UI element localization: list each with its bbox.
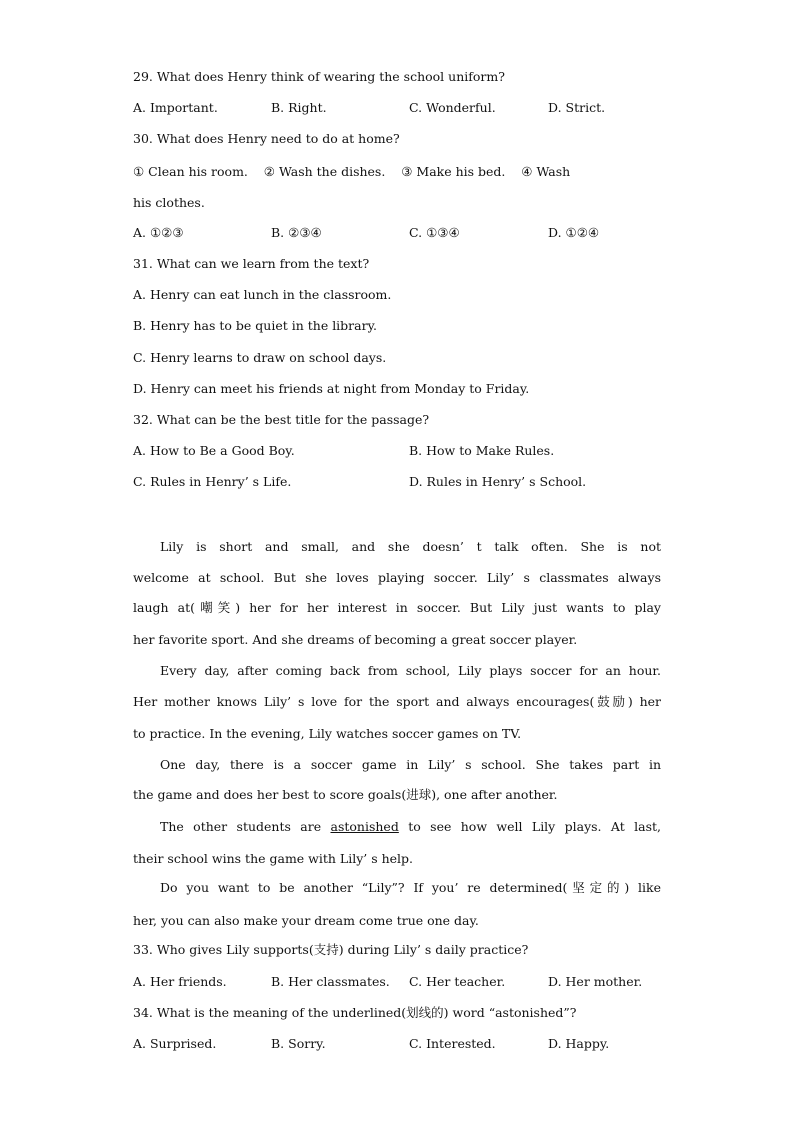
passage-p5-line-1: Do you want to be another “Lily”? If you’ re determined(坚定的) like: [160, 880, 661, 895]
underlined-word: astonished: [330, 819, 399, 834]
passage-p4-text-before: The other students are: [160, 819, 331, 834]
question-30-choices-line-2: his clothes.: [133, 195, 205, 210]
question-32-stem: 32. What can be the best title for the passage?: [133, 412, 430, 427]
question-30-option-c: C. ①③④: [409, 225, 460, 240]
passage-p4-text-after: to see how well Lily plays. At last,: [398, 819, 661, 834]
passage-p2-line-1: Every day, after coming back from school, Lily plays soccer for an hour.: [160, 663, 661, 678]
question-33-option-c: C. Her teacher.: [409, 974, 506, 989]
passage-p1-line-1: Lily is short and small, and she doesn’ t talk often. She is not: [160, 539, 661, 554]
question-31-stem: 31. What can we learn from the text?: [133, 256, 370, 271]
passage-p4-line-1: [160, 819, 661, 835]
question-34-stem: 34. What is the meaning of the underlined(划线的) word “astonished”?: [133, 1005, 577, 1020]
question-31-option-d: D. Henry can meet his friends at night from Monday to Friday.: [133, 381, 530, 396]
question-29-option-d: D. Strict.: [548, 100, 606, 115]
question-31-option-a: A. Henry can eat lunch in the classroom.: [133, 287, 392, 302]
passage-p3-line-1: One day, there is a soccer game in Lily’ s school. She takes part in: [160, 757, 661, 772]
question-32-option-c: C. Rules in Henry’ s Life.: [133, 474, 292, 489]
question-29-option-c: C. Wonderful.: [409, 100, 496, 115]
passage-p3-line-2: the game and does her best to score goals(进球), one after another.: [133, 787, 558, 802]
passage-p2-line-3: to practice. In the evening, Lily watches soccer games on TV.: [133, 726, 522, 741]
passage-p5-line-2: her, you can also make your dream come true one day.: [133, 913, 479, 928]
question-31-option-c: C. Henry learns to draw on school days.: [133, 350, 387, 365]
passage-p1-line-2: welcome at school. But she loves playing soccer. Lily’ s classmates always: [133, 570, 661, 585]
question-30-option-a: A. ①②③: [133, 225, 184, 240]
passage-p4-line-2: their school wins the game with Lily’ s help.: [133, 851, 414, 866]
question-30-option-b: B. ②③④: [271, 225, 322, 240]
passage-p2-line-2: Her mother knows Lily’ s love for the sport and always encourages(鼓励) her: [133, 694, 661, 709]
question-34-option-c: C. Interested.: [409, 1036, 496, 1051]
question-34-option-a: A. Surprised.: [133, 1036, 217, 1051]
question-32-option-a: A. How to Be a Good Boy.: [133, 443, 295, 458]
question-31-option-b: B. Henry has to be quiet in the library.: [133, 318, 377, 333]
question-30-stem: 30. What does Henry need to do at home?: [133, 131, 400, 146]
question-33-option-a: A. Her friends.: [133, 974, 227, 989]
question-34-option-d: D. Happy.: [548, 1036, 610, 1051]
question-34-option-b: B. Sorry.: [271, 1036, 326, 1051]
question-32-option-d: D. Rules in Henry’ s School.: [409, 474, 587, 489]
question-29-option-b: B. Right.: [271, 100, 327, 115]
question-33-option-d: D. Her mother.: [548, 974, 643, 989]
question-32-option-b: B. How to Make Rules.: [409, 443, 555, 458]
question-33-option-b: B. Her classmates.: [271, 974, 390, 989]
passage-p1-line-3: laugh at(嘲笑) her for her interest in soccer. But Lily just wants to play: [133, 600, 661, 615]
question-33-stem: 33. Who gives Lily supports(支持) during Lily’ s daily practice?: [133, 942, 529, 957]
passage-p1-line-4: her favorite sport. And she dreams of becoming a great soccer player.: [133, 632, 578, 647]
question-29-stem: 29. What does Henry think of wearing the school uniform?: [133, 69, 505, 84]
question-29-option-a: A. Important.: [133, 100, 218, 115]
question-30-option-d: D. ①②④: [548, 225, 600, 240]
question-30-choices-line-1: ① Clean his room. ② Wash the dishes. ③ Make his bed. ④ Wash: [133, 164, 571, 179]
